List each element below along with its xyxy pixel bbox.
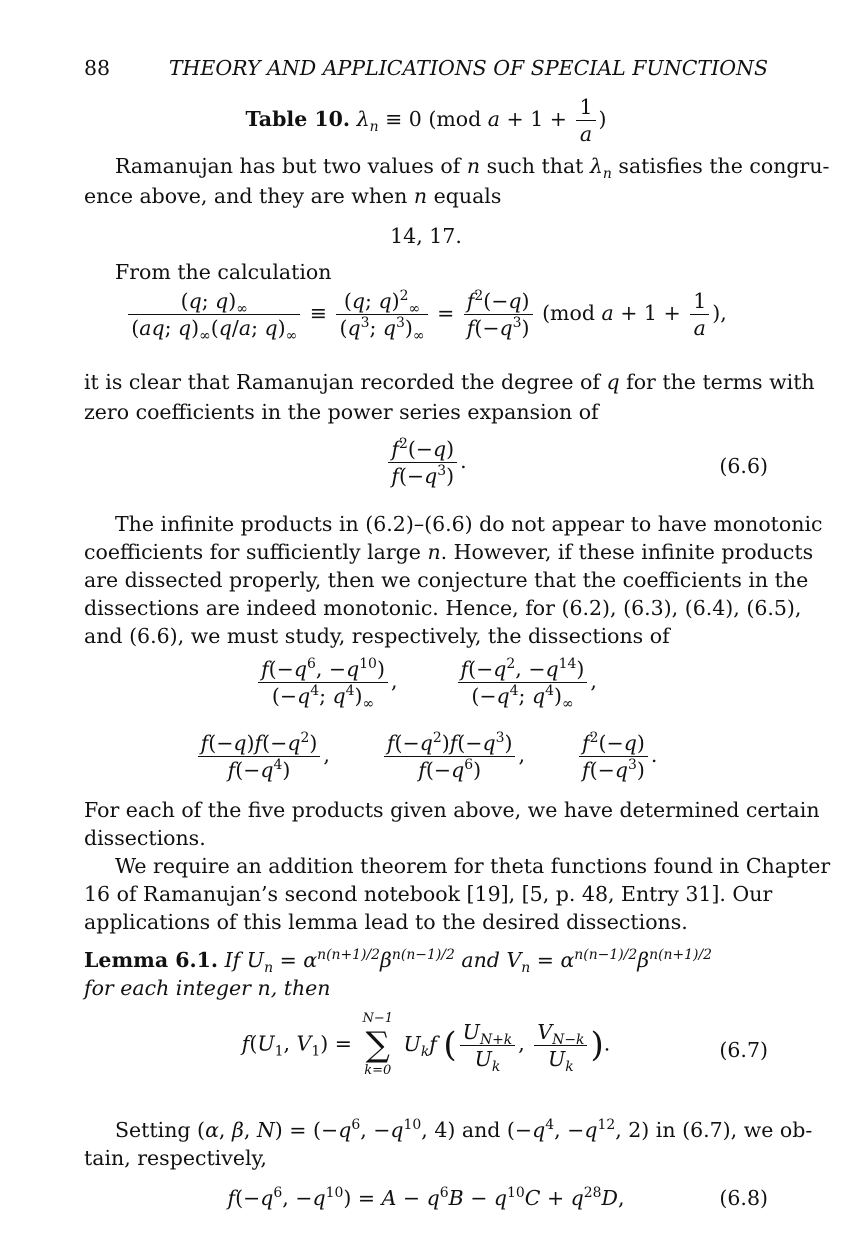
paragraph-5-line-2: dissections. — [84, 826, 206, 850]
equation-number-6-6: (6.6) — [719, 454, 768, 478]
values-14-17: 14, 17. — [390, 224, 462, 248]
paragraph-6-line-3: applications of this lemma lead to the desired dissections. — [84, 910, 688, 934]
equation-6-7: $f(U_1$, $V_1$) = N−1 ∑ k=0 $U_kf$ ( $\frac{U_{N+k}}{U_k}$ , $\frac{V_{N-k}}{U_k}$ ). (6.7) — [241, 1011, 768, 1078]
lemma-label: Lemma 6.1. — [84, 948, 219, 972]
paragraph-3-line-1: it is clear that Ramanujan recorded the degree of q for the terms with — [84, 370, 815, 394]
table-caption: Table 10. $\lambda_n \equiv 0$ (mod a + 1 + $\frac{1}{a}$ ) — [245, 95, 607, 146]
page-number: 88 — [84, 56, 111, 80]
paragraph-1-line-1: Ramanujan has but two values of n such that $\lambda_n$ satisfies the congru- — [115, 154, 830, 183]
paragraph-3-line-2: zero coefficients in the power series expansion of — [84, 400, 599, 424]
paragraph-6-line-1: We require an addition theorem for theta functions found in Chapter — [115, 854, 831, 878]
lemma-line-2: for each integer n, then — [84, 976, 331, 1000]
paragraph-4-line-1: The infinite products in (6.2)–(6.6) do not appear to have monotonic — [115, 512, 823, 536]
paragraph-4-line-4: dissections are indeed monotonic. Hence, for (6.2), (6.3), (6.4), (6.5), — [84, 596, 802, 620]
equation-calculation: $\frac{(q; q)_\infty}{(aq; q)_\infty(q/a; q)_\infty}$ ≡ $\frac{(q; q)^2_\infty}{(q^3; q^3)_\infty}$ = $\frac{f^2(-q)}{f(-q^3)}$ (mod a + 1 + $\frac{1}{a}$ ), — [84, 288, 768, 352]
lemma-line-1: Lemma 6.1. If $U_n = \alpha^{n(n+1)/2}\beta^{n(n-1)/2}$ and $V_n = \alpha^{n(n-1)/2}\beta^{n(n+1)/2}$ — [84, 947, 713, 977]
equation-6-8: $f(-q^6$, $-q^{10}) = A - q^6B - q^{10}C + q^{28}D$, (6.8) — [227, 1185, 768, 1210]
running-header — [84, 54, 768, 82]
paragraph-7-line-1: Setting (α, β, $N) = (-q^6$, $-q^{10}$, 4) and ($-q^4$, $-q^{12}$, 2) in (6.7), we ob- — [115, 1117, 813, 1142]
equation-number-6-8: (6.8) — [719, 1186, 768, 1210]
paragraph-4-line-2: coefficients for sufficiently large n. However, if these infinite products — [84, 540, 814, 564]
paragraph-4-line-3: are dissected properly, then we conjecture that the coefficients in the — [84, 568, 809, 592]
paragraph-1-line-2: ence above, and they are when n equals — [84, 184, 502, 208]
running-title: THEORY AND APPLICATIONS OF SPECIAL FUNCTIONS — [168, 56, 768, 80]
paragraph-6-line-2: 16 of Ramanujan’s second notebook [19], [5, p. 48, Entry 31]. Our — [84, 882, 773, 906]
dissections-row-2: $\frac{f(-q)f(-q^2)}{f(-q^4)}$ , $\frac{f(-q^2)f(-q^3)}{f(-q^6)}$ , $\frac{f^2(-q)}{f(-q^3)}$ . — [84, 730, 768, 790]
paragraph-2: From the calculation — [115, 260, 332, 284]
paragraph-7-line-2: tain, respectively, — [84, 1146, 267, 1170]
equation-number-6-7: (6.7) — [719, 1038, 768, 1062]
equation-6-6: $\frac{f^2(-q)}{f(-q^3)}$ . (6.6) — [84, 436, 768, 496]
table-label: Table 10. — [245, 107, 351, 131]
paragraph-5-line-1: For each of the five products given above, we have determined certain — [84, 798, 820, 822]
paragraph-4-line-5: and (6.6), we must study, respectively, the dissections of — [84, 624, 670, 648]
dissections-row-1: $\frac{f(-q^6, -q^{10})}{(-q^4; q^4)_\infty}$ , $\frac{f(-q^2, -q^{14})}{(-q^4; q^4)_\infty}$ , — [84, 656, 768, 716]
